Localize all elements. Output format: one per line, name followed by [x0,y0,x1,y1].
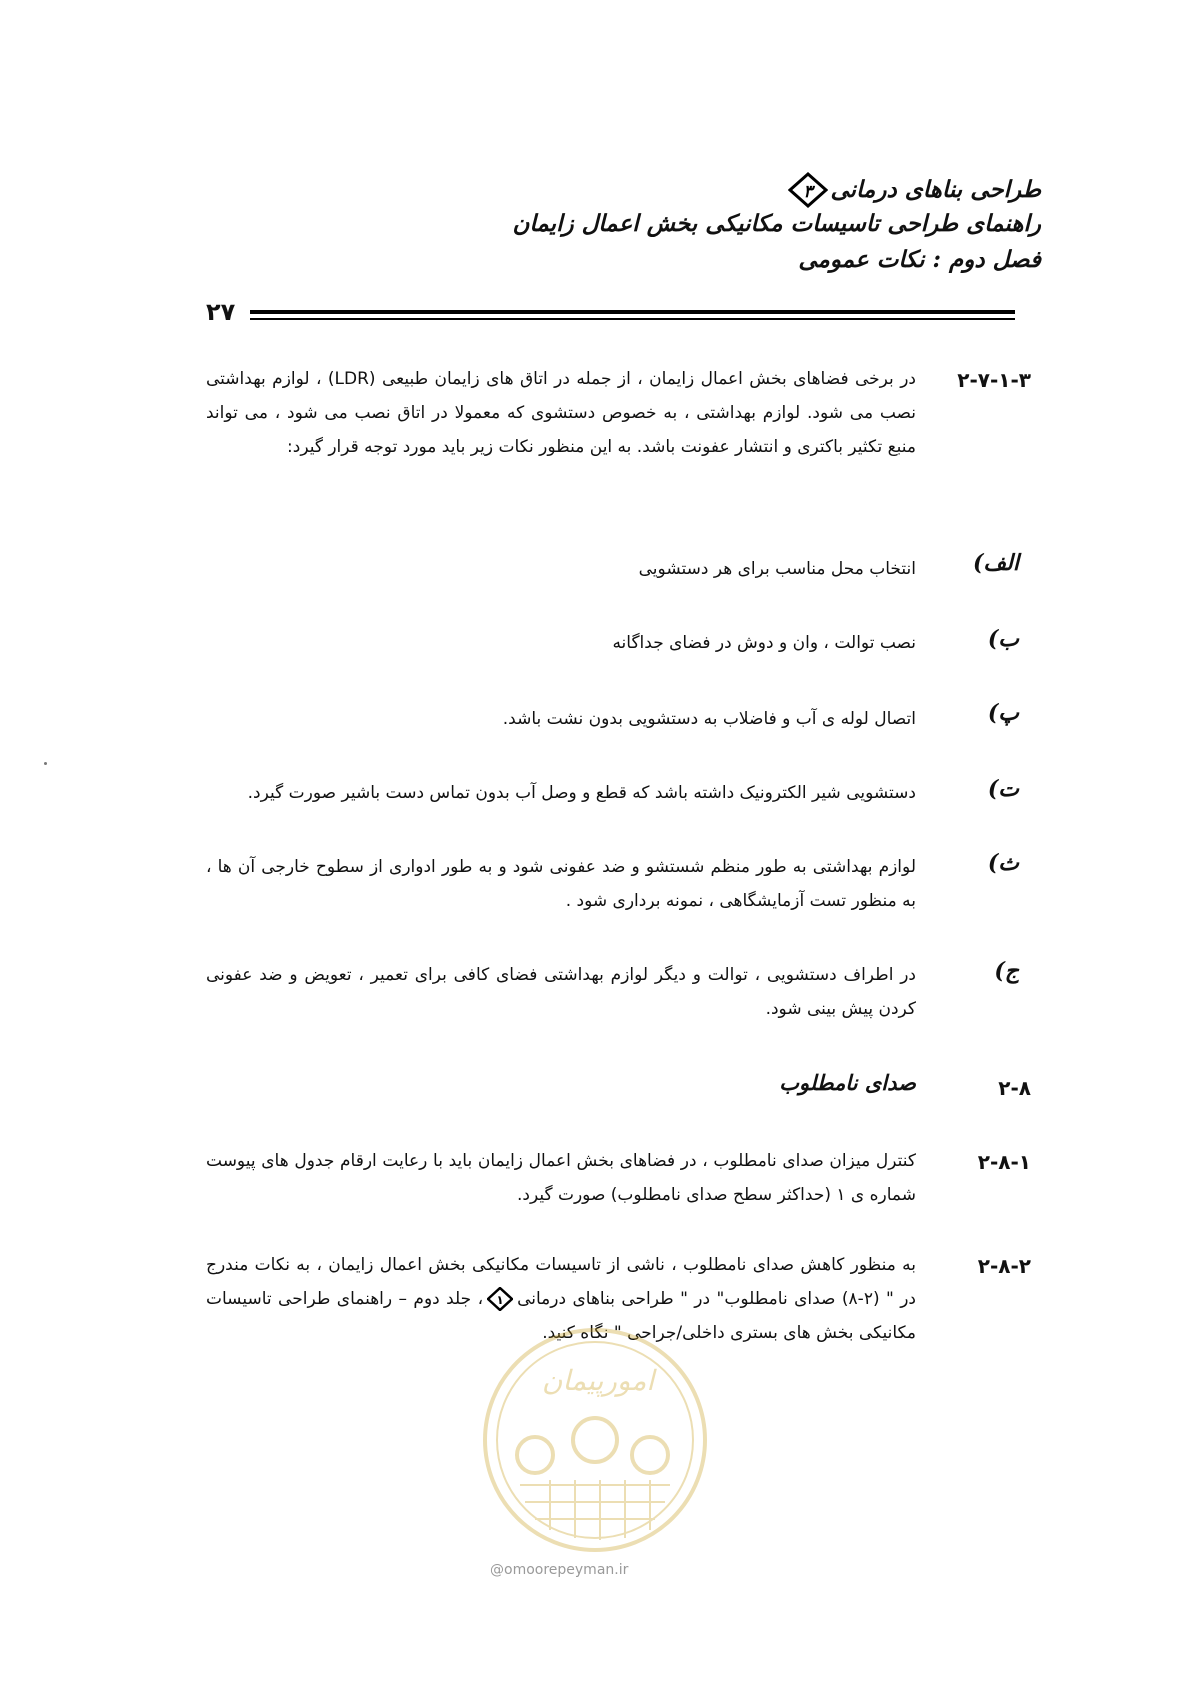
item-marker-jim: ج) [994,958,1019,984]
header-rule-thick [250,310,1015,314]
volume-badge-number: ۳ [803,182,814,202]
paragraph-2-8-2-part-a: به منظور کاهش صدای نامطلوب ، ناشی از تاسیسات مکانیکی بخش اعمال زایمان ، به نکات مندرج در " (۲-۸) صدای نامطلوب" در " طراحی بناهای درمانی [206,1255,916,1309]
paragraph-2-8-2-part-b: ، جلد دوم – راهنمای طراحی تاسیسات مکانیکی بخش های بستری داخلی/جراحی " نگاه کنید. [206,1289,916,1343]
header-chapter-title: فصل دوم : نکات عمومی [798,246,1041,273]
item-text-pe: اتصال لوله ی آب و فاضلاب به دستشویی بدون نشت باشد. [502,709,916,729]
item-text-se: لوازم بهداشتی به طور منظم شستشو و ضد عفونی شود و به طور ادواری از سطوح خارجی آن ها ، به منظور تست آزمایشگاهی ، نمونه برداری شود . [206,857,916,911]
section-number-2-7-1-3: ۲-۷-۱-۳ [957,368,1031,392]
volume-1-badge-number: ۱ [496,1293,504,1307]
header-series-title [788,172,1041,208]
item-marker-be: ب) [987,626,1019,652]
item-marker-se: ث) [987,850,1019,876]
paragraph-2-8-1: کنترل میزان صدای نامطلوب ، در فضاهای بخش اعمال زایمان باید با رعایت ارقام جدول های پیوست شماره ی ۱ (حداکثر سطح صدای نامطلوب) صورت گیرد. [206,1151,916,1205]
item-marker-te: ت) [987,776,1019,802]
volume-1-badge-icon [487,1287,513,1311]
watermark-url: @omoorepeyman.ir [490,1562,629,1578]
item-text-te: دستشویی شیر الکترونیک داشته باشد که قطع و وصل آب بدون تماس دست باشیر صورت گیرد. [247,783,916,803]
scan-speck [44,762,47,765]
section-number-2-8-1: ۲-۸-۱ [977,1150,1031,1174]
item-marker-pe: پ) [987,700,1019,726]
header-line1: طراحی بناهای درمانی [830,176,1041,203]
header-rule-thin [250,318,1015,320]
item-text-be: نصب توالت ، وان و دوش در فضای جداگانه [612,633,916,653]
item-text-jim: در اطراف دستشویی ، توالت و دیگر لوازم بهداشتی فضای کافی برای تعمیر ، تعویض و ضد عفونی کردن پیش بینی شود. [206,965,916,1019]
section-number-2-8: ۲-۸ [998,1076,1031,1100]
item-marker-alef: الف) [973,550,1019,576]
header-guide-title: راهنمای طراحی تاسیسات مکانیکی بخش اعمال زایمان [512,210,1041,237]
item-text-alef: انتخاب محل مناسب برای هر دستشویی [638,559,916,579]
paragraph-2-7-1-3: در برخی فضاهای بخش اعمال زایمان ، از جمله در اتاق های زایمان طبیعی (LDR) ، لوازم بهداشتی نصب می شود. لوازم بهداشتی ، به خصوص دستشوی که معمولا در اتاق نصب می شود ، می تواند منبع تکثیر باکتری و انتشار عفونت باشد. به این منظور نکات زیر باید مورد توجه قرار گیرد: [206,369,916,457]
section-number-2-8-2: ۲-۸-۲ [977,1254,1031,1278]
volume-badge-icon [788,172,828,208]
watermark-logo-text: امورپیمان [541,1364,655,1397]
section-title-2-8: صدای نامطلوب [779,1070,916,1095]
page-number: ۲۷ [206,298,236,326]
watermark-logo [480,1320,710,1560]
